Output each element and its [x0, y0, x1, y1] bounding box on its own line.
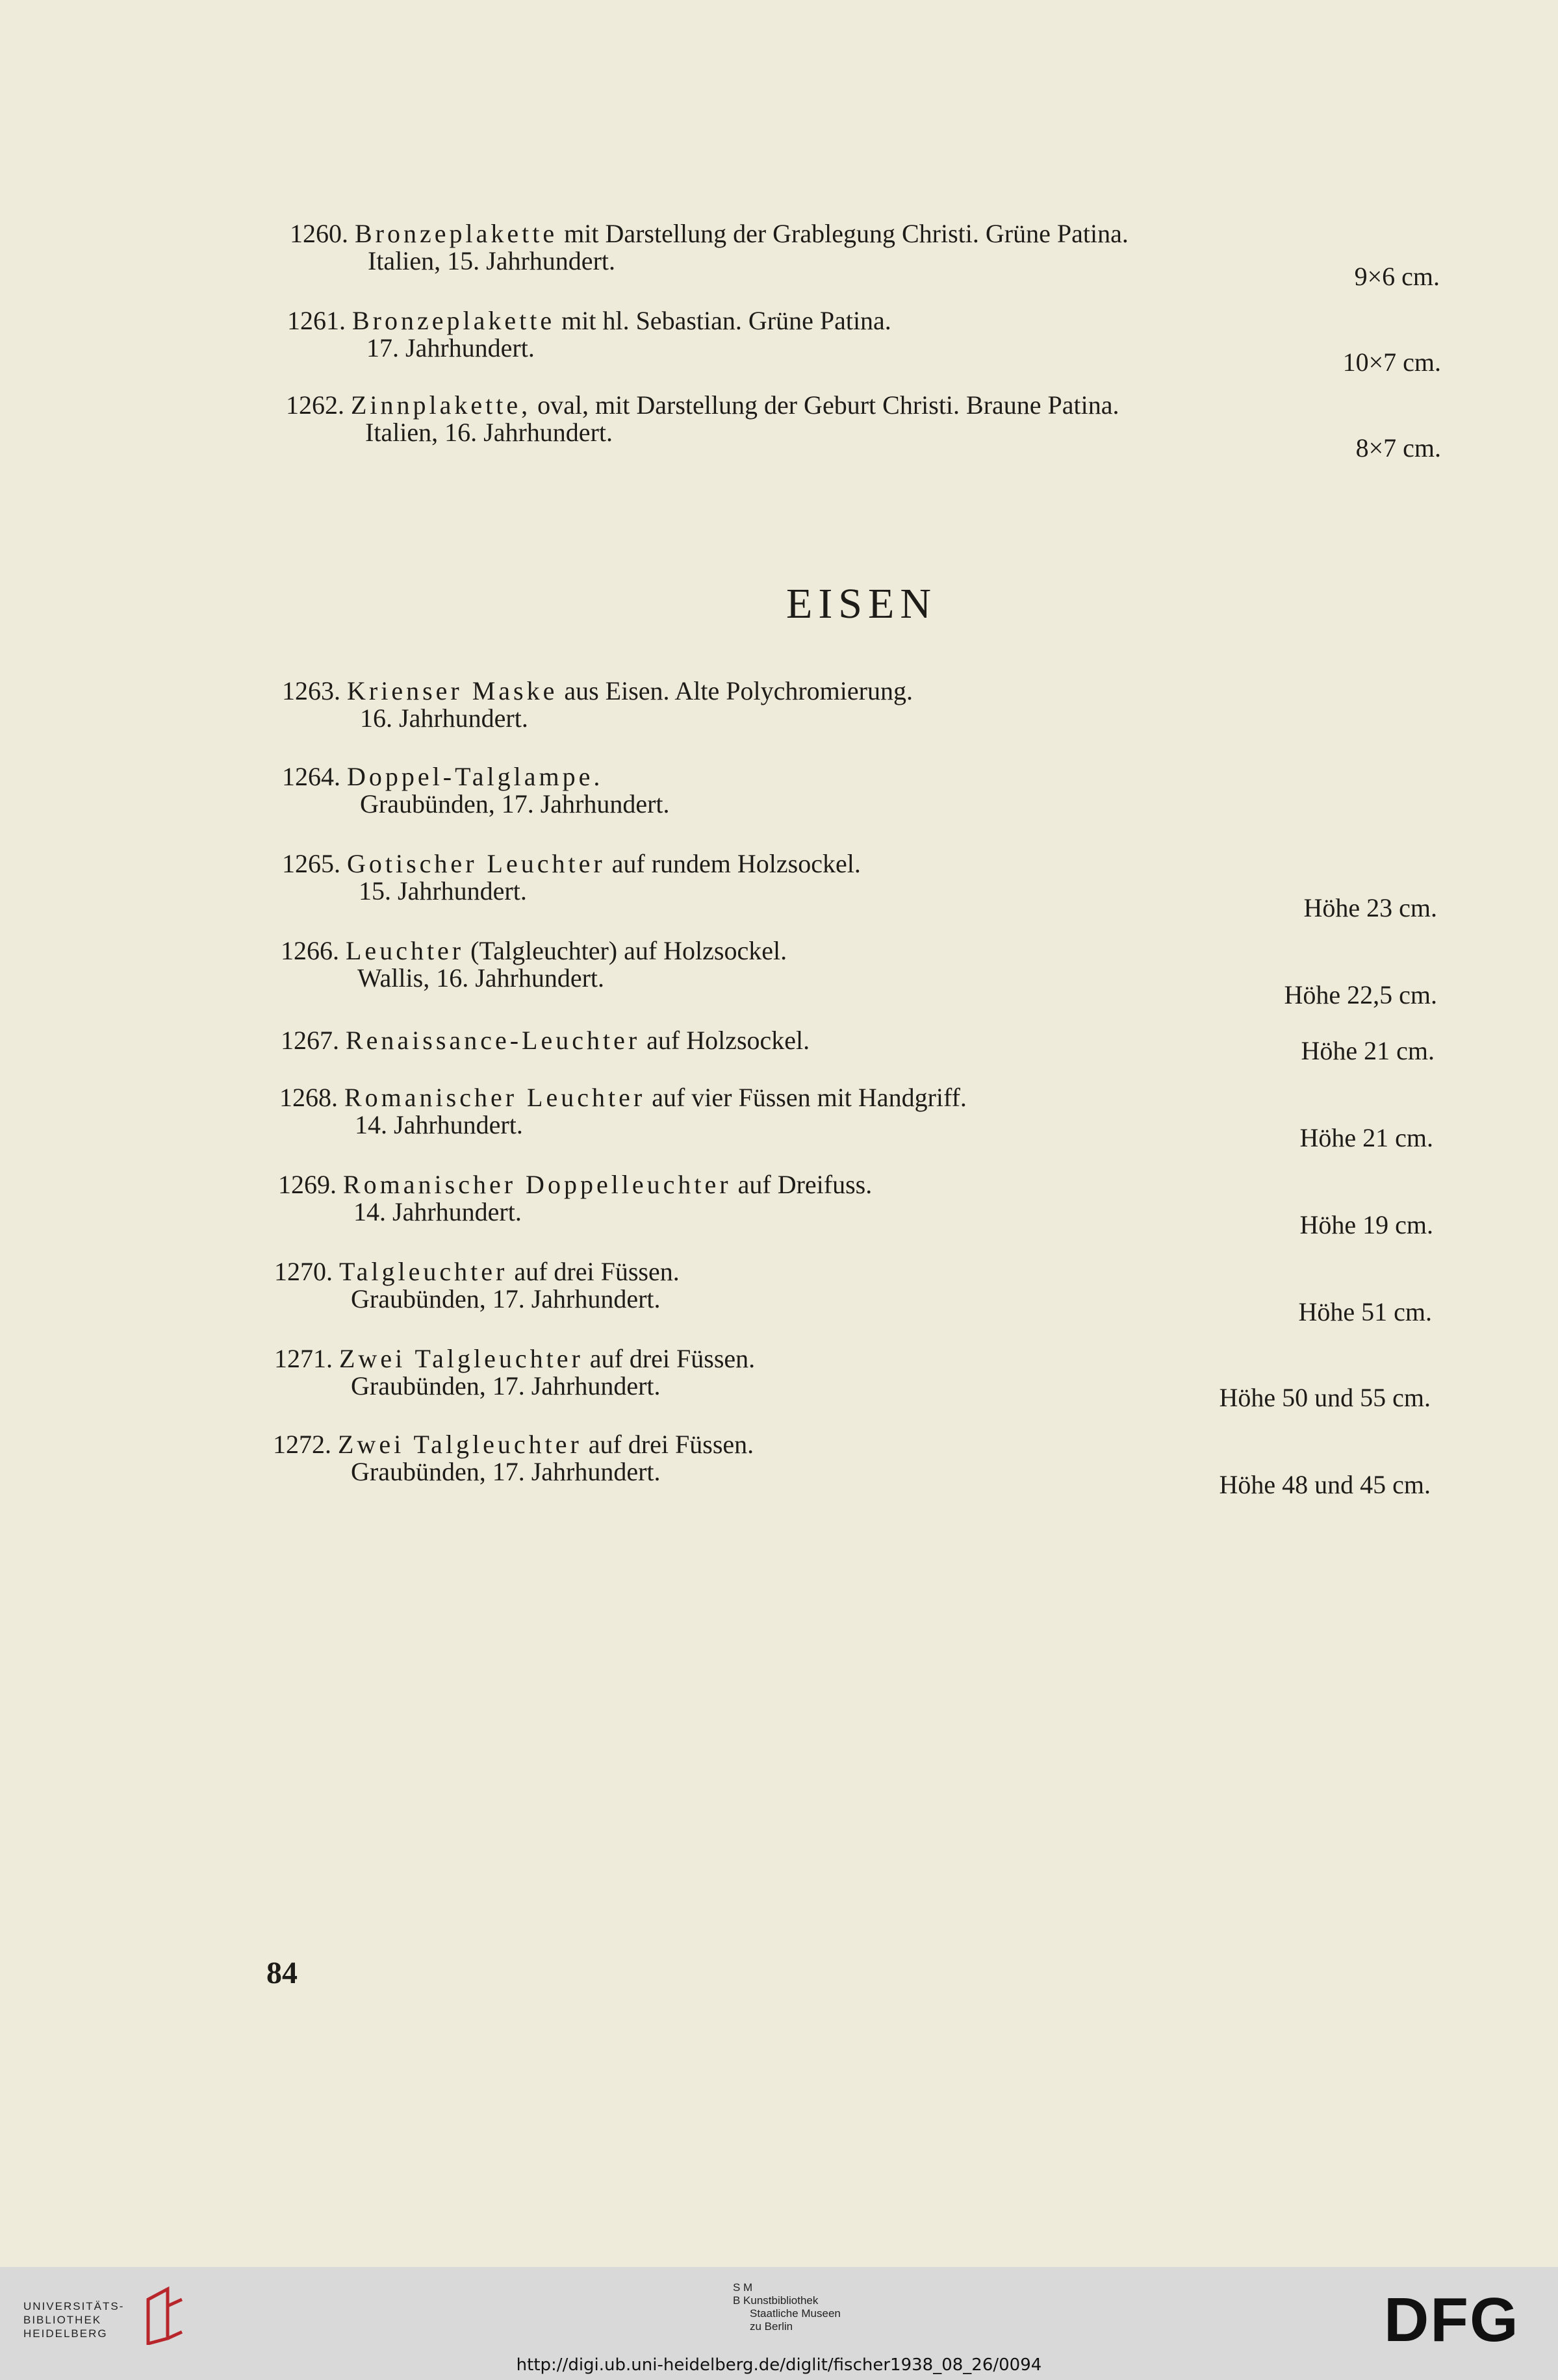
entry-number: 1266. [281, 936, 339, 965]
logo-text-line: UNIVERSITÄTS- [23, 2300, 125, 2312]
entry-measure: Höhe 23 cm. [1303, 893, 1437, 922]
entry-origin: 17. Jahrhundert. [366, 333, 535, 362]
catalog-entry-1270 [274, 1256, 680, 1313]
entry-title: Doppel-Talglampe. [347, 762, 604, 791]
entry-origin: Wallis, 16. Jahrhundert. [357, 963, 605, 993]
catalog-entry-1265 [282, 848, 861, 905]
entry-title: Talgleuchter [339, 1257, 508, 1286]
entry-title: Bronzeplakette [352, 306, 556, 335]
entry-number: 1261. [287, 306, 346, 335]
catalog-entry-1272 [273, 1429, 754, 1486]
entry-description: auf rundem Holzsockel. [605, 849, 861, 878]
entry-title: Bronzeplakette [355, 219, 558, 248]
entry-origin: 16. Jahrhundert. [360, 703, 528, 733]
catalog-entry-1268 [279, 1082, 967, 1139]
catalog-entry-1262 [286, 390, 1119, 447]
source-url-link[interactable]: http://digi.ub.uni-heidelberg.de/diglit/fischer1938_08_26/0094 [516, 2355, 1042, 2375]
entry-description: auf drei Füssen. [507, 1257, 680, 1286]
entry-number: 1271. [274, 1344, 333, 1373]
entry-number: 1269. [278, 1170, 337, 1199]
entry-title: Zinnplakette, [351, 390, 531, 420]
entry-number: 1264. [282, 762, 340, 791]
entry-measure: Höhe 22,5 cm. [1284, 980, 1437, 1009]
dfg-logo[interactable]: DFG [1384, 2285, 1520, 2355]
entry-description: auf drei Füssen. [581, 1430, 754, 1459]
entry-measure: Höhe 48 und 45 cm. [1219, 1470, 1431, 1499]
museum-library-logo[interactable] [733, 2281, 841, 2333]
entry-measure: Höhe 51 cm. [1298, 1297, 1432, 1326]
logo-text-line: BIBLIOTHEK [23, 2314, 102, 2326]
entry-title: Zwei Talgleuchter [339, 1344, 583, 1373]
entry-number: 1270. [274, 1257, 333, 1286]
catalog-entry-1260 [290, 218, 1129, 275]
logo-text-line: B Kunstbibliothek [733, 2294, 819, 2307]
section-heading: EISEN [786, 580, 937, 627]
logo-text-line: zu Berlin [750, 2320, 793, 2333]
entry-number: 1260. [290, 219, 348, 248]
entry-description: oval, mit Darstellung der Geburt Christi. Braune Patina. [531, 390, 1119, 420]
catalog-entry-1271 [274, 1343, 756, 1400]
entry-measure: 8×7 cm. [1355, 433, 1441, 462]
entry-title: Romanischer Doppelleuchter [343, 1170, 732, 1199]
entry-origin: Graubünden, 17. Jahrhundert. [351, 1457, 661, 1486]
entry-number: 1262. [286, 390, 344, 420]
entry-title: Zwei Talgleuchter [338, 1430, 582, 1459]
entry-origin: Graubünden, 17. Jahrhundert. [360, 789, 670, 818]
entry-description: auf drei Füssen. [583, 1344, 756, 1373]
catalog-entry-1263 [282, 676, 913, 733]
university-library-logo[interactable] [23, 2299, 124, 2340]
university-mark-icon [142, 2286, 187, 2345]
entry-description: mit hl. Sebastian. Grüne Patina. [555, 306, 891, 335]
entry-description: (Talgleuchter) auf Holzsockel. [464, 936, 787, 965]
entry-measure: Höhe 50 und 55 cm. [1219, 1383, 1431, 1412]
entry-origin: Graubünden, 17. Jahrhundert. [351, 1371, 661, 1400]
entry-description: auf vier Füssen mit Handgriff. [645, 1083, 967, 1112]
entry-title: Krienser Maske [347, 676, 558, 705]
entry-number: 1272. [273, 1430, 331, 1459]
catalog-entry-1269 [278, 1169, 873, 1226]
catalog-entry-1264 [282, 761, 670, 818]
entry-measure: Höhe 21 cm. [1299, 1123, 1433, 1152]
entry-description: auf Holzsockel. [640, 1026, 810, 1055]
entry-title: Renaissance-Leuchter [346, 1026, 641, 1055]
entry-origin: 14. Jahrhundert. [353, 1197, 522, 1226]
entry-number: 1267. [281, 1026, 339, 1055]
entry-measure: Höhe 21 cm. [1301, 1036, 1435, 1065]
entry-description: aus Eisen. Alte Polychromierung. [557, 676, 913, 705]
logo-text-line: S M [733, 2281, 753, 2294]
logo-text-line: HEIDELBERG [23, 2327, 108, 2340]
entry-title: Leuchter [346, 936, 465, 965]
entry-origin: Graubünden, 17. Jahrhundert. [351, 1284, 661, 1313]
entry-number: 1265. [282, 849, 340, 878]
entry-origin: 14. Jahrhundert. [355, 1110, 523, 1139]
page-number: 84 [266, 1956, 298, 1990]
entry-description: auf Dreifuss. [731, 1170, 873, 1199]
entry-number: 1263. [282, 676, 340, 705]
entry-origin: 15. Jahrhundert. [359, 876, 527, 905]
catalog-entry-1267 [281, 1025, 810, 1056]
entry-title: Gotischer Leuchter [347, 849, 606, 878]
catalog-entry-1261 [287, 305, 891, 362]
entry-origin: Italien, 16. Jahrhundert. [365, 418, 613, 447]
logo-text-line: Staatliche Museen [750, 2307, 841, 2320]
entry-description: mit Darstellung der Grablegung Christi. Grüne Patina. [557, 219, 1129, 248]
entry-measure: 9×6 cm. [1354, 262, 1440, 291]
entry-measure: 10×7 cm. [1342, 348, 1441, 377]
entry-number: 1268. [279, 1083, 338, 1112]
entry-title: Romanischer Leuchter [344, 1083, 646, 1112]
entry-measure: Höhe 19 cm. [1299, 1210, 1433, 1239]
entry-origin: Italien, 15. Jahrhundert. [368, 246, 615, 275]
catalog-entry-1266 [281, 935, 787, 993]
